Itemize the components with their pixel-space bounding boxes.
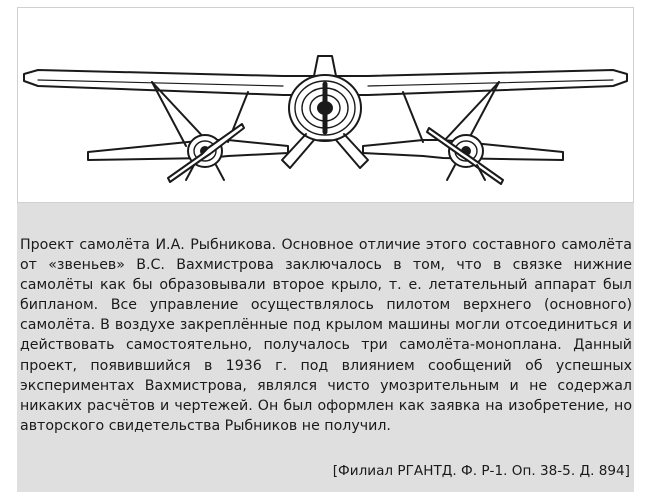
caption-box [17,203,634,492]
aircraft-illustration [17,7,634,203]
aircraft-drawing [18,8,633,202]
caption-text: Проект самолёта И.А. Рыбникова. Основное отличие этого составного самолёта от «звеньев» В.С. Вахмистрова заключалось в том, что в связке нижние самолёты как бы образовывали второе крыло, т. е. летательный аппарат был бипланом. Все управление осуществлялось пилотом верхнего (основного) самолёта. В воздухе закреплённые под крылом машины могли отсоединиться и действовать самостоятельно, получалось три самолёта-моноплана. Данный проект, появившийся в 1936 г. под влиянием сообщений об успешных экспериментах Вахмистрова, являлся чисто умозрительным и не содержал никаких расчётов и чертежей. Он был оформлен как заявка на изобретение, но авторского свидетельства Рыбников не получил. [20,237,632,434]
main-undercarriage [282,134,314,168]
archive-source-reference: [Филиал РГАНТД. Ф. Р-1. Оп. 38-5. Д. 894] [332,463,630,479]
